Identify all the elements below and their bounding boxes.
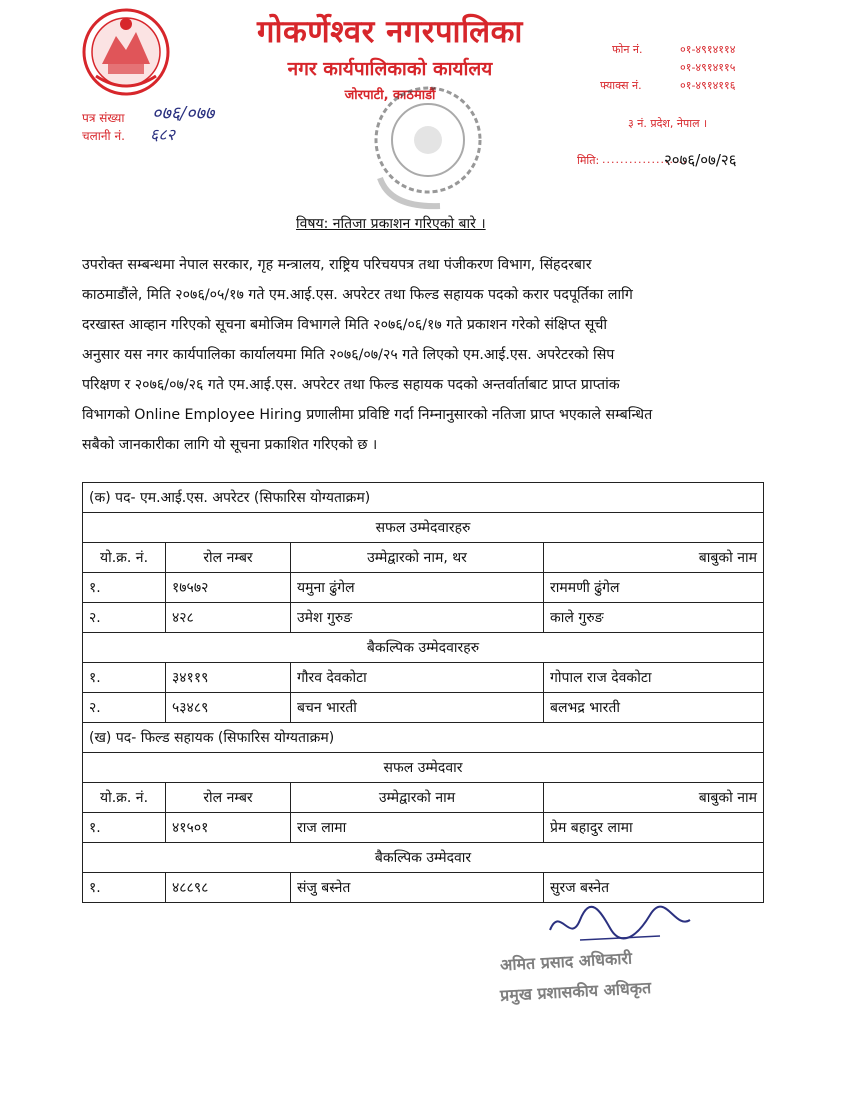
fax-label: फ्याक्स नं. (600, 79, 642, 92)
phone-label: फोन नं. (612, 43, 643, 56)
header-sn: यो.क्र. नं. (83, 783, 166, 813)
cell-father: गोपाल राज देवकोटा (544, 663, 764, 693)
cell-father: सुरज बस्नेत (544, 873, 764, 903)
nepal-emblem-logo (82, 6, 170, 98)
letter-number-value: ०७६/०७७ (152, 103, 215, 124)
section-title-row (83, 483, 764, 513)
section-a-success-heading: सफल उम्मेदवारहरु (83, 513, 764, 543)
body-line: विभागको Online Employee Hiring प्रणालीमा प्रविष्टि गर्दा निम्नानुसारको नतिजा प्राप्त भएकाले सम्बन्धित (82, 407, 653, 423)
table-subheading-row (83, 633, 764, 663)
body-paragraph (82, 250, 762, 460)
phone-number-2: ०१-४९१४११५ (680, 61, 736, 74)
cell-roll: ४२८ (166, 603, 291, 633)
cell-roll: ५३४८९ (166, 693, 291, 723)
cell-father: प्रेम बहादुर लामा (544, 813, 764, 843)
cell-name: यमुना ढुंगेल (291, 573, 544, 603)
cell-roll: ४१५०१ (166, 813, 291, 843)
cell-father: बलभद्र भारती (544, 693, 764, 723)
cell-name: गौरव देवकोटा (291, 663, 544, 693)
cell-roll: ४८८९८ (166, 873, 291, 903)
table-header-row (83, 783, 764, 813)
table-row (83, 573, 764, 603)
office-address: जोरपाटी, काठमाडौं (344, 88, 436, 103)
table-row (83, 813, 764, 843)
office-name: गोकर्णेश्वर नगरपालिका (257, 14, 523, 50)
table-row (83, 873, 764, 903)
body-line: परिक्षण र २०७६/०७/२६ गते एम.आई.एस. अपरेटर तथा फिल्ड सहायक पदको अन्तर्वार्ताबाट प्राप्त प्राप्तांक (82, 377, 620, 393)
table-subheading-row (83, 843, 764, 873)
cell-name: राज लामा (291, 813, 544, 843)
body-line: दरखास्त आव्हान गरिएको सूचना बमोजिम विभागले मिति २०७६/०६/१७ गते प्रकाशन गरेको संक्षिप्त सूची (82, 317, 608, 333)
header-sn: यो.क्र. नं. (83, 543, 166, 573)
office-stamp (350, 78, 500, 218)
header-father: बाबुको नाम (544, 783, 764, 813)
phone-number-1: ०१-४९१४११४ (680, 43, 736, 56)
office-subtitle: नगर कार्यपालिकाको कार्यालय (287, 58, 493, 80)
header-father: बाबुको नाम (544, 543, 764, 573)
body-line: सबैको जानकारीका लागि यो सूचना प्रकाशित गरिएको छ । (82, 437, 378, 453)
province-label: ३ नं. प्रदेश, नेपाल । (628, 117, 708, 130)
table-header-row (83, 543, 764, 573)
section-b-alt-heading: बैकल्पिक उम्मेदवार (83, 843, 764, 873)
cell-sn: १. (83, 663, 166, 693)
header-roll: रोल नम्बर (166, 783, 291, 813)
subject-line: विषय: नतिजा प्रकाशन गरिएको बारे । (296, 216, 486, 232)
dispatch-number-label: चलानी नं. (82, 129, 125, 143)
table-row (83, 693, 764, 723)
body-line: उपरोक्त सम्बन्धमा नेपाल सरकार, गृह मन्त्रालय, राष्ट्रिय परिचयपत्र तथा पंजीकरण विभाग, सिंहदरबार (82, 257, 592, 273)
cell-name: संजु बस्नेत (291, 873, 544, 903)
body-line: अनुसार यस नगर कार्यपालिका कार्यालयमा मिति २०७६/०७/२५ गते लिएको एम.आई.एस. अपरेटरको सिप (82, 347, 615, 363)
dispatch-number-value: ६८२ (150, 125, 175, 144)
cell-roll: १७५७२ (166, 573, 291, 603)
table-subheading-row (83, 513, 764, 543)
cell-sn: १. (83, 813, 166, 843)
cell-sn: २. (83, 603, 166, 633)
signer-title: प्रमुख प्रशासकीय अधिकृत (499, 978, 652, 1005)
cell-sn: १. (83, 573, 166, 603)
section-b-success-heading: सफल उम्मेदवार (83, 753, 764, 783)
header-name: उम्मेद्वारको नाम, थर (291, 543, 544, 573)
handwritten-signature (540, 900, 700, 950)
cell-name: उमेश गुरुङ (291, 603, 544, 633)
fax-number: ०१-४९१४११६ (680, 79, 736, 92)
cell-sn: १. (83, 873, 166, 903)
section-a-alt-heading: बैकल्पिक उम्मेदवारहरु (83, 633, 764, 663)
date-dots: ................... (602, 153, 688, 166)
table-row (83, 663, 764, 693)
table-row (83, 603, 764, 633)
cell-roll: ३४११९ (166, 663, 291, 693)
letter-number-label: पत्र संख्या (82, 111, 125, 125)
section-b-title: (ख) पद- फिल्ड सहायक (सिफारिस योग्यताक्रम) (83, 723, 764, 753)
signer-name: अमित प्रसाद अधिकारी (499, 948, 633, 975)
cell-name: बचन भारती (291, 693, 544, 723)
body-line: काठमाडौंले, मिति २०७६/०५/१७ गते एम.आई.एस. अपरेटर तथा फिल्ड सहायक पदको करार पदपूर्तिका लागि (82, 287, 633, 303)
cell-father: काले गुरुङ (544, 603, 764, 633)
section-title-row (83, 723, 764, 753)
result-table (82, 482, 764, 903)
cell-father: राममणी ढुंगेल (544, 573, 764, 603)
date-label: मिति: (577, 154, 600, 167)
table-subheading-row (83, 753, 764, 783)
header-name: उम्मेद्वारको नाम (291, 783, 544, 813)
header-roll: रोल नम्बर (166, 543, 291, 573)
date-value: २०७६/०७/२६ (664, 151, 737, 169)
section-a-title: (क) पद- एम.आई.एस. अपरेटर (सिफारिस योग्यताक्रम) (83, 483, 764, 513)
cell-sn: २. (83, 693, 166, 723)
